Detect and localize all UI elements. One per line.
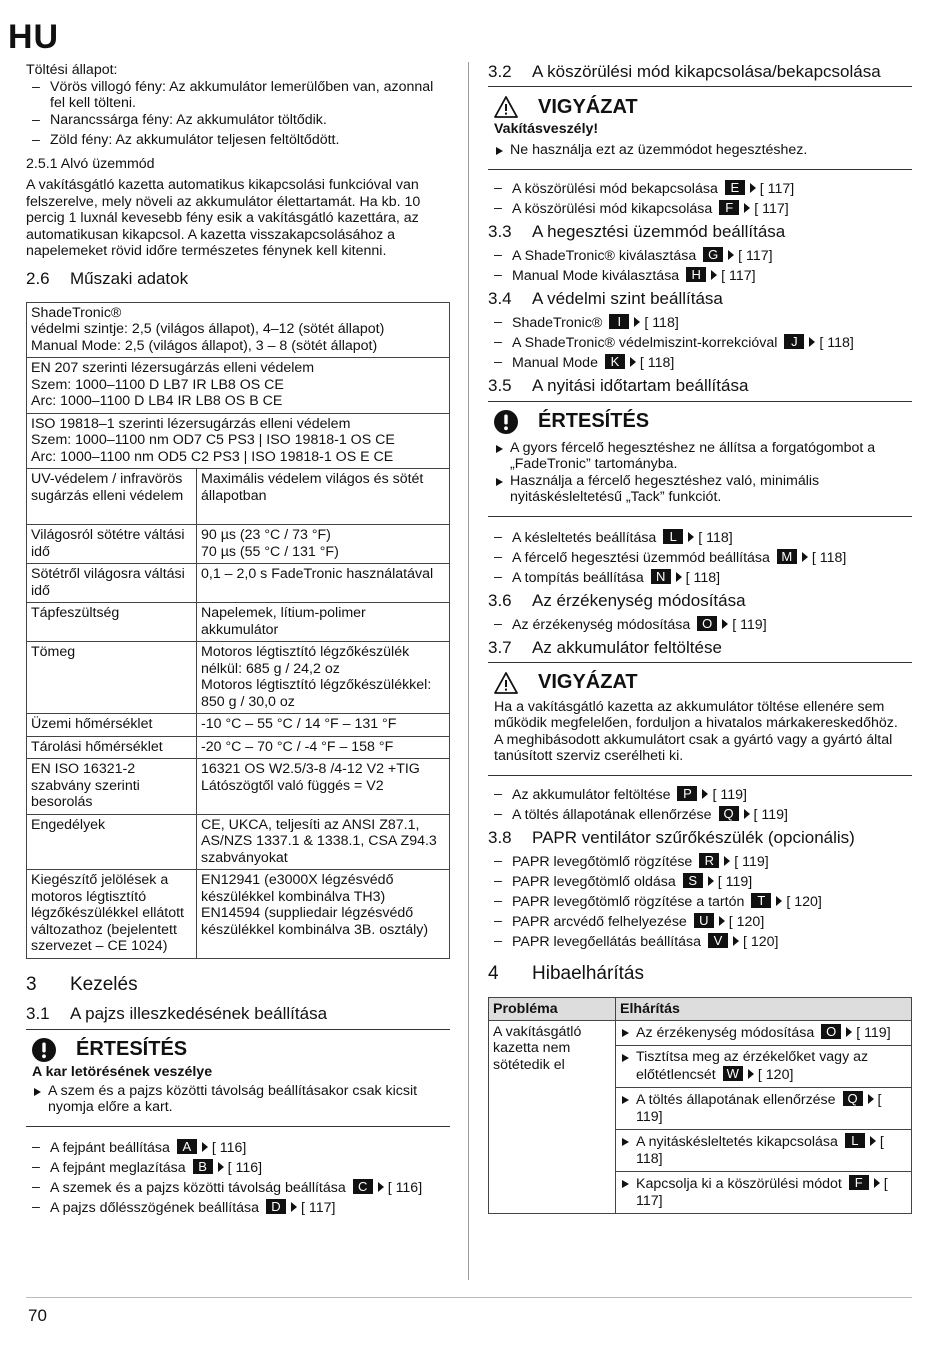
section-heading	[26, 1004, 450, 1024]
page-ref-arrow-icon	[748, 1069, 754, 1079]
page-ref-arrow-icon	[711, 270, 717, 280]
figure-key-badge: Q	[843, 1091, 863, 1106]
footer-rule	[26, 1297, 912, 1298]
list-item	[26, 1159, 450, 1179]
page-ref-arrow-icon	[868, 1094, 874, 1104]
fix-item	[616, 1021, 911, 1047]
section-number: 3.4	[488, 288, 512, 308]
list-item	[488, 616, 912, 636]
section-number: 4	[488, 962, 499, 984]
page-ref-arrow-icon	[750, 183, 756, 193]
list-item: A gyors fércelő hegesztéshez ne állítsa a forgatógombot a „FadeTronic” tartományba.	[494, 440, 906, 473]
notice-icon	[494, 410, 518, 434]
spec-label: Tápfeszültség	[27, 603, 197, 642]
page-ref-arrow-icon	[378, 1182, 384, 1192]
section-heading	[488, 62, 912, 82]
list-item	[488, 933, 912, 953]
fix-list	[620, 1133, 907, 1167]
page-reference[interactable]: [ 118]	[636, 1134, 884, 1167]
figure-key-badge: A	[177, 1139, 197, 1154]
section-title: Hibaelhárítás	[532, 962, 644, 984]
section-title: PAPR ventilátor szűrőkészülék (opcionális)	[532, 827, 855, 847]
step-list	[488, 314, 912, 374]
figure-key-badge: T	[751, 893, 771, 908]
list-item: A szem és a pajzs közötti távolság beállításakor csak kicsit nyomja előre a kart.	[32, 1083, 444, 1116]
table-row	[27, 736, 450, 759]
figure-key-badge: W	[723, 1066, 743, 1081]
warning-icon	[494, 95, 518, 119]
step-text: PAPR levegőellátás beállítása	[512, 933, 702, 950]
fix-item	[616, 1046, 911, 1088]
step-text: A fércelő hegesztési üzemmód beállítása	[512, 549, 770, 566]
page-ref-arrow-icon	[218, 1162, 224, 1172]
step-text: Manual Mode	[512, 354, 598, 371]
language-code: HU	[8, 18, 60, 56]
page-ref-arrow-icon	[728, 250, 734, 260]
section-number: 3	[26, 973, 37, 995]
figure-key-badge: M	[777, 549, 797, 564]
page-reference[interactable]: [ 119]	[732, 616, 767, 633]
page-reference[interactable]: [ 119]	[856, 1024, 891, 1041]
table-row	[27, 642, 450, 714]
step-list	[488, 853, 912, 953]
page-ref-arrow-icon	[202, 1142, 208, 1152]
page-ref-arrow-icon	[802, 552, 808, 562]
section-heading	[488, 963, 912, 985]
figure-key-badge: S	[683, 873, 703, 888]
list-item	[488, 786, 912, 806]
step-list	[488, 180, 912, 220]
fixes-cell	[616, 1020, 912, 1214]
section-title: Az akkumulátor feltöltése	[532, 637, 722, 657]
spec-label: EN ISO 16321-2 szabvány szerinti besorolás	[27, 759, 197, 815]
warning-list	[494, 142, 906, 159]
section-heading	[488, 289, 912, 309]
list-item	[488, 267, 912, 287]
cell-line: Szem: 1000–1100 D LB7 IR LB8 OS CE	[31, 376, 284, 393]
list-item: – Narancssárga fény: Az akkumulátor töltődik.	[26, 112, 450, 132]
notice-list	[494, 440, 906, 506]
page-reference[interactable]: [ 118]	[698, 529, 733, 546]
warning-subheading: Vakításveszély!	[494, 121, 599, 137]
page-ref-arrow-icon	[776, 896, 782, 906]
section-heading	[488, 222, 912, 242]
list-item	[488, 853, 912, 873]
problem-cell: A vakításgátló kazetta nem sötétedik el	[489, 1020, 616, 1214]
table-row	[27, 870, 450, 959]
troubleshooting-table	[488, 997, 912, 1215]
fix-list	[620, 1175, 907, 1209]
figure-key-badge: E	[725, 180, 745, 195]
list-item	[488, 334, 912, 354]
cell-line: Manual Mode: 2,5 (világos állapot), 3 – 8 (sötét állapot)	[31, 337, 378, 354]
spec-value: EN12941 (e3000X légzésvédő készülékkel kombinálva TH3) EN14594 (suppliedair légzésvédő készülékkel kombinálva 3B. osztály)	[197, 870, 450, 959]
step-list	[488, 786, 912, 826]
table-row	[27, 469, 450, 525]
warning-text: Ha a vakításgátló kazetta az akkumulátor töltése ellenére sem működik megfelelően, forduljon a hivatalos márkakereskedőhöz. A meghibásodott akkumulátort csak a gyártó vagy a gyártó által tanúsított szerviz cserélheti ki.	[494, 698, 898, 764]
table-row	[27, 413, 450, 469]
page-reference[interactable]: [ 119]	[712, 786, 747, 803]
page-ref-arrow-icon	[634, 317, 640, 327]
list-item	[488, 549, 912, 569]
spec-label: Sötétről világosra váltási idő	[27, 564, 197, 603]
technical-data-table	[26, 302, 450, 959]
cell-line: Arc: 1000–1100 nm OD5 C2 PS3 | ISO 19818-1 OS E CE	[31, 448, 394, 465]
column-header: Probléma	[489, 997, 616, 1020]
step-text: A késleltetés beállítása	[512, 529, 657, 546]
section-number: 2.6	[26, 268, 50, 288]
spec-label: Tárolási hőmérséklet	[27, 736, 197, 759]
list-item	[488, 913, 912, 933]
page-ref-arrow-icon	[688, 532, 694, 542]
page-ref-arrow-icon	[722, 619, 728, 629]
warning-box	[488, 86, 912, 170]
spec-label: Kiegészítő jelölések a motoros légtisztító légzőkészülékkel ellátott változathoz (bejelentett szervezet – CE 1024)	[27, 870, 197, 959]
figure-key-badge: G	[703, 247, 723, 262]
spec-value: Maximális védelem világos és sötét állapotban	[197, 469, 450, 525]
spec-value: 0,1 – 2,0 s FadeTronic használatával	[197, 564, 450, 603]
right-column	[488, 62, 912, 1214]
page-reference[interactable]: [ 120]	[728, 913, 765, 930]
step-text: Kapcsolja ki a köszörülési módot	[636, 1176, 842, 1192]
page-ref-arrow-icon	[870, 1136, 876, 1146]
sleep-mode-text: A vakításgátló kazetta automatikus kikapcsolási funkcióval van felszerelve, mely növeli az akkumulátor élettartamát. Ha kb. 10 percig 1 luxnál kevesebb fény esik a vakításgátló kazettára, az automatikusan kikapcsol. A kazetta visszakapcsolásához a napelemeket rövid időre természetes fénynek kell kitenni.	[26, 177, 421, 259]
page-reference[interactable]: [ 118]	[644, 314, 679, 331]
figure-key-badge: V	[708, 933, 728, 948]
page-reference[interactable]: [ 120]	[742, 933, 779, 950]
step-text: PAPR levegőtömlő rögzítése	[512, 853, 693, 870]
fix-list	[620, 1024, 907, 1042]
section-number: 3.8	[488, 827, 512, 847]
figure-key-badge: H	[686, 267, 706, 282]
figure-key-badge: N	[651, 569, 671, 584]
page-reference[interactable]: [ 118]	[639, 354, 675, 371]
section-number: 3.7	[488, 637, 512, 657]
table-row	[27, 714, 450, 737]
page-ref-arrow-icon	[291, 1202, 297, 1212]
step-text: A fejpánt meglazítása	[50, 1159, 186, 1176]
step-text: A pajzs dőlésszögének beállítása	[50, 1199, 260, 1216]
list-item	[620, 1024, 907, 1042]
step-text: A töltés állapotának ellenőrzése	[512, 806, 712, 823]
column-divider	[468, 62, 469, 1280]
step-text: A köszörülési mód bekapcsolása	[512, 180, 718, 197]
list-item	[26, 1139, 450, 1159]
page-ref-arrow-icon	[702, 789, 708, 799]
notice-box	[26, 1029, 450, 1127]
figure-key-badge: R	[699, 853, 719, 868]
section-heading	[488, 376, 912, 396]
figure-key-badge: I	[609, 314, 629, 329]
step-text: A töltés állapotának ellenőrzése	[636, 1092, 836, 1108]
page-ref-arrow-icon	[676, 572, 682, 582]
table-row	[27, 814, 450, 870]
spec-label: Világosról sötétre váltási idő	[27, 525, 197, 564]
page-ref-arrow-icon	[724, 856, 730, 866]
fix-item	[616, 1130, 911, 1172]
warning-heading: VIGYÁZAT	[538, 671, 638, 693]
section-title: Műszaki adatok	[70, 268, 189, 288]
step-list	[26, 1139, 450, 1219]
spec-value: Napelemek, lítium-polimer akkumulátor	[197, 603, 450, 642]
list-item	[488, 354, 912, 374]
section-title: A hegesztési üzemmód beállítása	[532, 221, 786, 241]
table-row	[27, 302, 450, 358]
section-title: A védelmi szint beállítása	[532, 288, 723, 308]
page-reference[interactable]: [ 116]	[211, 1139, 247, 1156]
list-item	[488, 873, 912, 893]
step-text: A köszörülési mód kikapcsolása	[512, 200, 713, 217]
section-heading	[488, 638, 912, 658]
spec-label: Üzemi hőmérséklet	[27, 714, 197, 737]
spec-value: 16321 OS W2.5/3-8 /4-12 V2 +TIG Látószögtől való függés = V2	[197, 759, 450, 815]
list-item	[488, 314, 912, 334]
spec-value: -20 °C – 70 °C / -4 °F – 158 °F	[197, 736, 450, 759]
step-text: Tisztítsa meg az érzékelőket vagy az előtétlencsét	[636, 1049, 869, 1083]
figure-key-badge: O	[821, 1024, 841, 1039]
page-ref-arrow-icon	[744, 809, 750, 819]
step-text: Az akkumulátor feltöltése	[512, 786, 671, 803]
step-text: PAPR levegőtömlő oldása	[512, 873, 676, 890]
step-text: Az érzékenység módosítása	[512, 616, 691, 633]
page-reference[interactable]: [ 119]	[636, 1092, 882, 1125]
spec-value: Motoros légtisztító légzőkészülék nélkül: 685 g / 24,2 oz Motoros légtisztító légzőkészülékkel: 850 g / 30,0 oz	[197, 642, 450, 714]
notice-heading: ÉRTESÍTÉS	[538, 410, 650, 432]
table-cell	[27, 413, 450, 469]
fix-item	[616, 1172, 911, 1213]
table-row	[27, 525, 450, 564]
page-reference[interactable]: [ 117]	[300, 1199, 336, 1216]
page-reference[interactable]: [ 117]	[636, 1176, 888, 1209]
left-column	[26, 62, 450, 1219]
section-number: 3.5	[488, 375, 512, 395]
page-ref-arrow-icon	[630, 357, 636, 367]
page-reference[interactable]: [ 119]	[753, 806, 788, 823]
cell-line: védelmi szintje: 2,5 (világos állapot), 4–12 (sötét állapot)	[31, 321, 385, 337]
list-item	[488, 529, 912, 549]
section-heading	[26, 974, 450, 996]
figure-key-badge: F	[849, 1175, 869, 1190]
warning-icon	[494, 671, 518, 695]
notice-subheading: A kar letörésének veszélye	[32, 1063, 213, 1080]
list-item	[26, 1179, 450, 1199]
charge-state-list	[26, 79, 450, 152]
cell-line: ShadeTronic®	[31, 304, 122, 321]
cell-line: ISO 19818–1 szerinti lézersugárzás elleni védelem	[31, 415, 351, 432]
page-ref-arrow-icon	[874, 1178, 880, 1188]
sleep-mode-title: 2.5.1 Alvó üzemmód	[26, 155, 155, 172]
warning-heading: VIGYÁZAT	[538, 95, 638, 118]
list-item: Használja a fércelő hegesztéshez való, minimális nyitáskésleltetésű „Tack” funkciót.	[494, 473, 906, 506]
section-heading	[488, 591, 912, 611]
section-number: 3.2	[488, 62, 512, 81]
page-reference[interactable]: [ 119]	[734, 853, 769, 870]
section-title: Kezelés	[70, 973, 138, 995]
fix-item	[616, 1088, 911, 1130]
spec-value: -10 °C – 55 °C / 14 °F – 131 °F	[197, 714, 450, 737]
page-reference[interactable]: [ 118]	[819, 334, 854, 351]
figure-key-badge: B	[193, 1159, 213, 1174]
list-item	[488, 569, 912, 589]
column-header: Elhárítás	[616, 997, 912, 1020]
page-reference[interactable]: [ 116]	[387, 1179, 423, 1196]
list-item	[620, 1133, 907, 1167]
list-item	[620, 1175, 907, 1209]
table-row	[27, 759, 450, 815]
section-heading	[488, 828, 912, 848]
list-item	[620, 1091, 907, 1125]
figure-key-badge: O	[697, 616, 717, 631]
table-row	[27, 603, 450, 642]
spec-value: 90 µs (23 °C / 73 °F) 70 µs (55 °C / 131 °F)	[197, 525, 450, 564]
notice-icon	[32, 1038, 56, 1062]
page-reference[interactable]: [ 116]	[227, 1159, 263, 1176]
page-reference[interactable]: [ 117]	[759, 180, 795, 197]
list-item	[620, 1049, 907, 1083]
table-row	[489, 1020, 912, 1214]
figure-key-badge: F	[719, 200, 739, 215]
fix-list	[620, 1091, 907, 1125]
figure-key-badge: L	[845, 1133, 865, 1148]
section-number: 3.3	[488, 221, 512, 241]
section-heading	[26, 269, 450, 289]
step-text: Manual Mode kiválasztása	[512, 267, 680, 284]
table-row	[27, 564, 450, 603]
figure-key-badge: D	[266, 1199, 286, 1214]
page-reference[interactable]: [ 119]	[717, 873, 753, 890]
step-text: ShadeTronic®	[512, 314, 603, 331]
spec-value: CE, UKCA, teljesíti az ANSI Z87.1, AS/NZS 1337.1 & 1338.1, CSA Z94.3 szabványokat	[197, 814, 450, 870]
page-reference[interactable]: [ 117]	[721, 267, 756, 284]
table-cell	[27, 302, 450, 358]
list-item: – Zöld fény: Az akkumulátor teljesen feltöltődött.	[26, 132, 450, 152]
page-reference[interactable]: [ 120]	[757, 1066, 794, 1083]
list-item	[26, 1199, 450, 1219]
notice-list	[32, 1083, 444, 1116]
cell-line: EN 207 szerinti lézersugárzás elleni védelem	[31, 360, 315, 376]
page-ref-arrow-icon	[809, 337, 815, 347]
page-number: 70	[28, 1306, 47, 1325]
notice-heading: ÉRTESÍTÉS	[76, 1038, 188, 1060]
section-number: 3.1	[26, 1003, 50, 1023]
spec-label: Tömeg	[27, 642, 197, 714]
spec-label: Engedélyek	[27, 814, 197, 870]
step-text: PAPR arcvédő felhelyezése	[512, 913, 687, 930]
cell-line: Arc: 1000–1100 D LB4 IR LB8 OS B CE	[31, 393, 283, 409]
notice-box	[488, 401, 912, 517]
list-item	[488, 893, 912, 913]
figure-key-badge: L	[663, 529, 683, 544]
page-reference[interactable]: [ 117]	[738, 247, 773, 264]
step-text: A fejpánt beállítása	[50, 1139, 170, 1156]
figure-key-badge: U	[694, 913, 714, 928]
figure-key-badge: C	[353, 1179, 373, 1194]
page-ref-arrow-icon	[733, 936, 739, 946]
list-item: Ne használja ezt az üzemmódot hegesztéshez.	[494, 142, 906, 159]
step-text: A szemek és a pajzs közötti távolság beállítása	[50, 1179, 346, 1196]
figure-key-badge: K	[605, 354, 625, 369]
list-item	[488, 180, 912, 200]
page-ref-arrow-icon	[719, 916, 725, 926]
list-item	[488, 806, 912, 826]
page-reference[interactable]: [ 117]	[754, 200, 789, 217]
table-row	[27, 358, 450, 414]
figure-key-badge: J	[784, 334, 804, 349]
step-text: A ShadeTronic® kiválasztása	[512, 247, 697, 264]
list-item: – Vörös villogó fény: Az akkumulátor lemerülőben van, azonnal fel kell tölteni.	[26, 79, 450, 112]
page-ref-arrow-icon	[708, 876, 714, 886]
step-text: A nyitáskésleltetés kikapcsolása	[636, 1134, 838, 1150]
section-title: Az érzékenység módosítása	[532, 590, 746, 610]
figure-key-badge: P	[677, 786, 697, 801]
step-list	[488, 247, 912, 287]
table-cell	[27, 358, 450, 414]
step-text: A tompítás beállítása	[512, 569, 644, 586]
spec-label: UV-védelem / infravörös sugárzás elleni védelem	[27, 469, 197, 525]
page-ref-arrow-icon	[846, 1027, 852, 1037]
page-reference[interactable]: [ 118]	[685, 569, 721, 586]
list-item	[488, 247, 912, 267]
page-reference[interactable]: [ 118]	[811, 549, 847, 566]
figure-key-badge: Q	[719, 806, 739, 821]
step-list	[488, 529, 912, 589]
cell-line: Szem: 1000–1100 nm OD7 C5 PS3 | ISO 19818-1 OS CE	[31, 432, 395, 448]
step-text: Az érzékenység módosítása	[636, 1024, 815, 1041]
section-title: A pajzs illeszkedésének beállítása	[70, 1003, 328, 1023]
section-title: A nyitási időtartam beállítása	[532, 375, 749, 395]
step-text: PAPR levegőtömlő rögzítése a tartón	[512, 893, 745, 910]
section-title: A köszörülési mód kikapcsolása/bekapcsolása	[532, 62, 881, 81]
fix-list	[620, 1049, 907, 1083]
warning-box	[488, 662, 912, 776]
step-text: A ShadeTronic® védelmiszint-korrekcióval	[512, 334, 778, 351]
step-list	[488, 616, 912, 636]
page-reference[interactable]: [ 120]	[786, 893, 822, 910]
list-item	[488, 200, 912, 220]
charge-state-heading: Töltési állapot:	[26, 62, 118, 78]
page-ref-arrow-icon	[744, 203, 750, 213]
section-number: 3.6	[488, 590, 512, 610]
